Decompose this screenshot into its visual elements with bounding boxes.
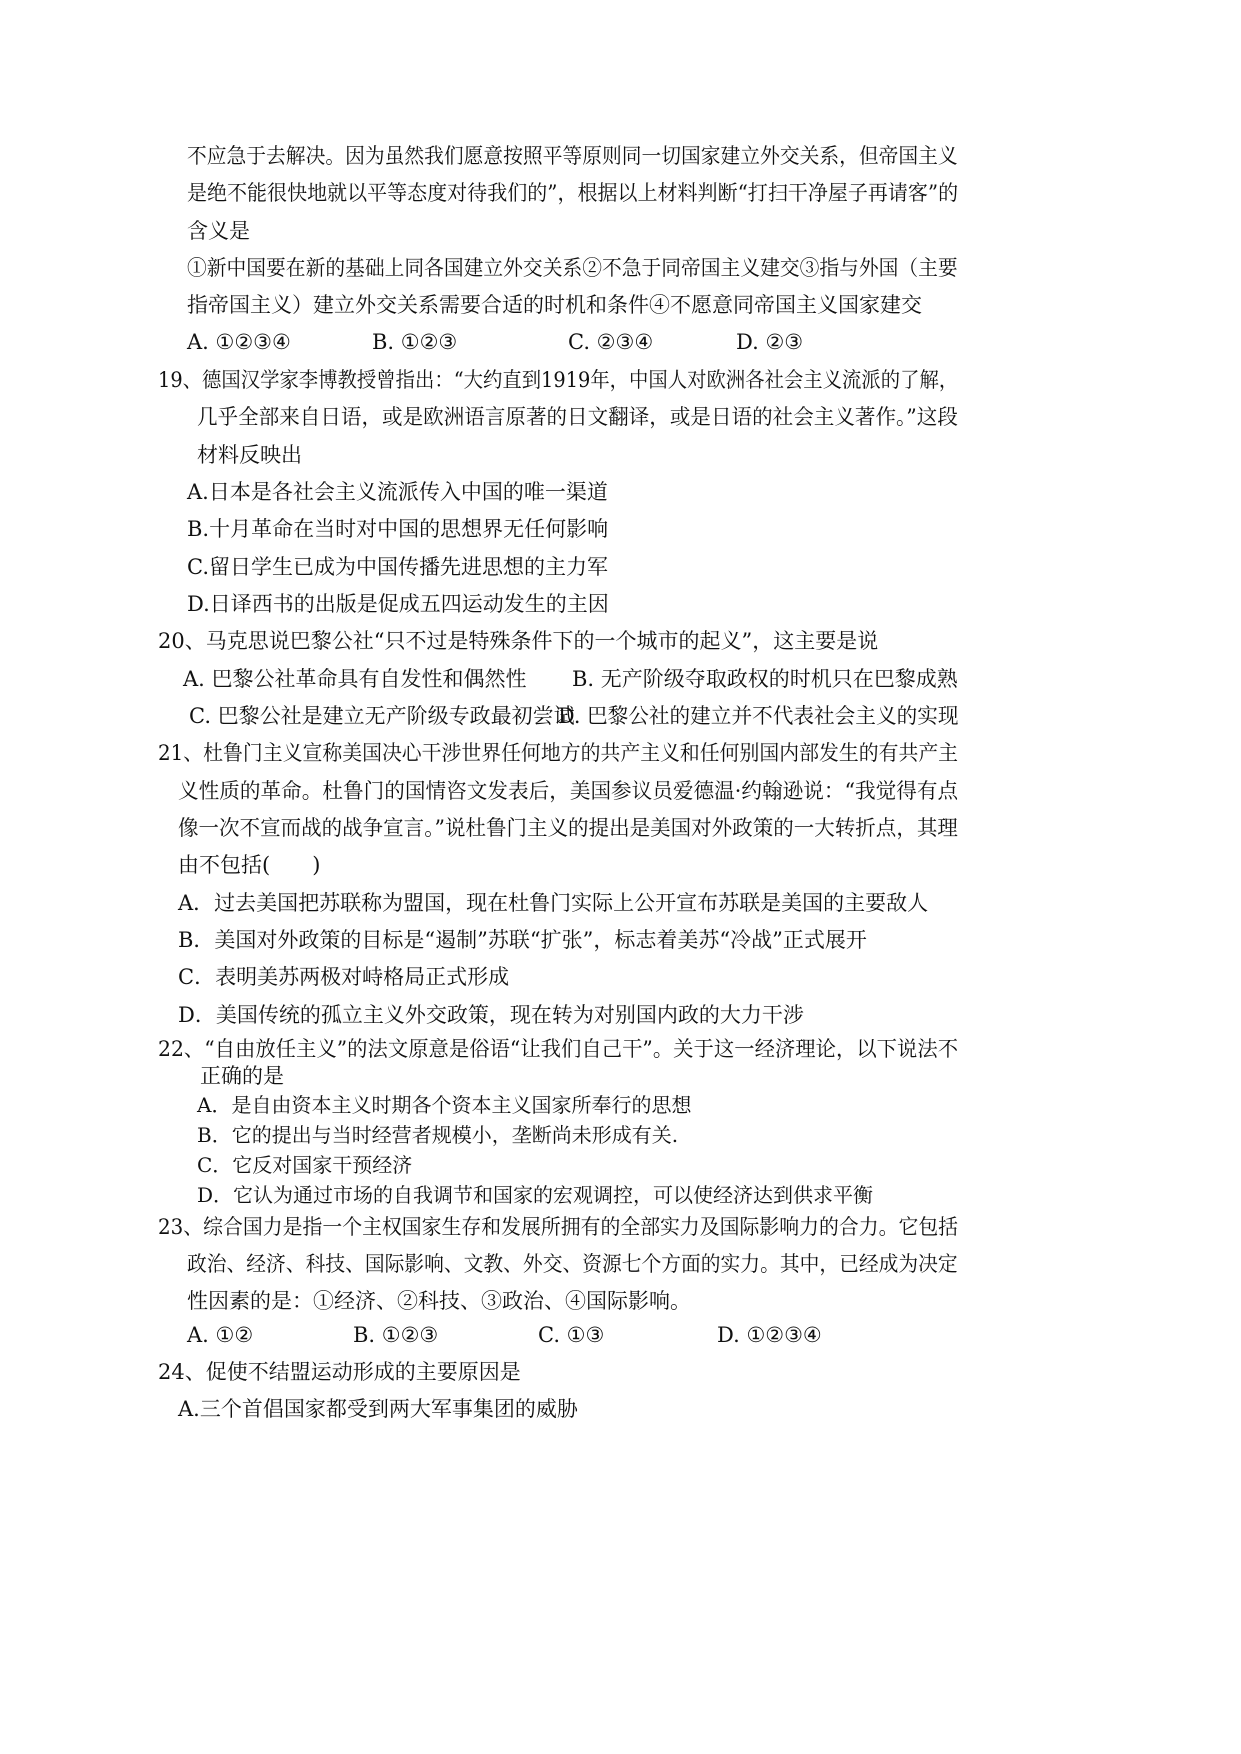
- q18-text-line-2: 是绝不能很快地就以平等态度对待我们的”，根据以上材料判断“打扫干净屋子再请客”的: [187, 181, 959, 205]
- q21-option-d: D．美国传统的孤立主义外交政策，现在转为对别国内政的大力干涉: [178, 1003, 804, 1027]
- q20-option-a: A. 巴黎公社革命具有自发性和偶然性: [183, 667, 527, 691]
- q22-option-c: C．它反对国家干预经济: [197, 1153, 413, 1177]
- q18-text-line-1: 不应急于去解决。因为虽然我们愿意按照平等原则同一切国家建立外交关系，但帝国主义: [187, 144, 958, 168]
- q22-option-a: A．是自由资本主义时期各个资本主义国家所奉行的思想: [197, 1093, 692, 1117]
- q20-option-c: C. 巴黎公社是建立无产阶级专政最初尝试: [189, 704, 575, 728]
- q18-option-c: C. ②③④: [568, 330, 654, 354]
- q19-text-line-2: 几乎全部来自日语，或是欧洲语言原著的日文翻译，或是日语的社会主义著作。”这段: [197, 405, 958, 429]
- q21-text-line-1: 21、杜鲁门主义宣称美国决心干涉世界任何地方的共产主义和任何别国内部发生的有共产主: [158, 741, 959, 765]
- q22-option-d: D．它认为通过市场的自我调节和国家的宏观调控，可以使经济达到供求平衡: [197, 1183, 874, 1207]
- q19-option-d: D.日译西书的出版是促成五四运动发生的主因: [187, 592, 609, 616]
- q21-text-line-3: 像一次不宣而战的战争宣言。”说杜鲁门主义的提出是美国对外政策的一大转折点，其理: [178, 816, 958, 840]
- q21-text-line-2: 义性质的革命。杜鲁门的国情咨文发表后，美国参议员爱德温·约翰逊说：“我觉得有点: [178, 779, 959, 803]
- q20-text-line-1: 20、马克思说巴黎公社“只不过是特殊条件下的一个城市的起义”，这主要是说: [158, 629, 879, 653]
- q18-option-b: B. ①②③: [372, 330, 458, 354]
- q18-option-d: D. ②③: [736, 330, 804, 354]
- q23-option-d: D. ①②③④: [717, 1323, 822, 1347]
- q18-option-a: A. ①②③④: [187, 330, 291, 354]
- q22-text-line-2: 正确的是: [200, 1064, 284, 1088]
- q20-option-d: D. 巴黎公社的建立并不代表社会主义的实现: [558, 704, 959, 728]
- q19-text-line-3: 材料反映出: [197, 443, 302, 467]
- q18-text-line-3: 含义是: [187, 219, 250, 243]
- q19-option-a: A.日本是各社会主义流派传入中国的唯一渠道: [187, 480, 608, 504]
- q19-text-line-1: 19、德国汉学家李博教授曾指出：“大约直到1919年，中国人对欧洲各社会主义流派的了解，: [158, 368, 959, 392]
- q19-option-b: B.十月革命在当时对中国的思想界无任何影响: [187, 517, 609, 541]
- q22-option-b: B．它的提出与当时经营者规模小，垄断尚未形成有关.: [197, 1123, 679, 1147]
- q20-option-b: B. 无产阶级夺取政权的时机只在巴黎成熟: [572, 667, 958, 691]
- q18-item-line-1: ①新中国要在新的基础上同各国建立外交关系②不急于同帝国主义建交③指与外国（主要: [187, 256, 958, 280]
- q21-option-c: C．表明美苏两极对峙格局正式形成: [178, 965, 510, 989]
- q23-text-line-1: 23、综合国力是指一个主权国家生存和发展所拥有的全部实力及国际影响力的合力。它包括: [158, 1215, 959, 1239]
- q23-option-a: A. ①②: [187, 1323, 254, 1347]
- q24-text-line-1: 24、促使不结盟运动形成的主要原因是: [158, 1360, 521, 1384]
- q21-option-a: A．过去美国把苏联称为盟国，现在杜鲁门实际上公开宣布苏联是美国的主要敌人: [178, 891, 929, 915]
- q23-text-line-3: 性因素的是：①经济、②科技、③政治、④国际影响。: [187, 1289, 691, 1313]
- q23-text-line-2: 政治、经济、科技、国际影响、文教、外交、资源七个方面的实力。其中，已经成为决定: [187, 1252, 958, 1276]
- q23-option-b: B. ①②③: [353, 1323, 439, 1347]
- q21-text-line-4: 由不包括( ): [178, 853, 321, 877]
- q21-option-b: B．美国对外政策的目标是“遏制”苏联“扩张”，标志着美苏“冷战”正式展开: [178, 928, 867, 952]
- q23-option-c: C. ①③: [538, 1323, 605, 1347]
- q22-text-line-1: 22、“自由放任主义”的法文原意是俗语“让我们自己干”。关于这一经济理论，以下说法不: [158, 1037, 959, 1061]
- q18-item-line-2: 指帝国主义）建立外交关系需要合适的时机和条件④不愿意同帝国主义国家建交: [187, 293, 922, 317]
- q19-option-c: C.留日学生已成为中国传播先进思想的主力军: [187, 555, 608, 579]
- q24-option-a: A.三个首倡国家都受到两大军事集团的威胁: [178, 1397, 578, 1421]
